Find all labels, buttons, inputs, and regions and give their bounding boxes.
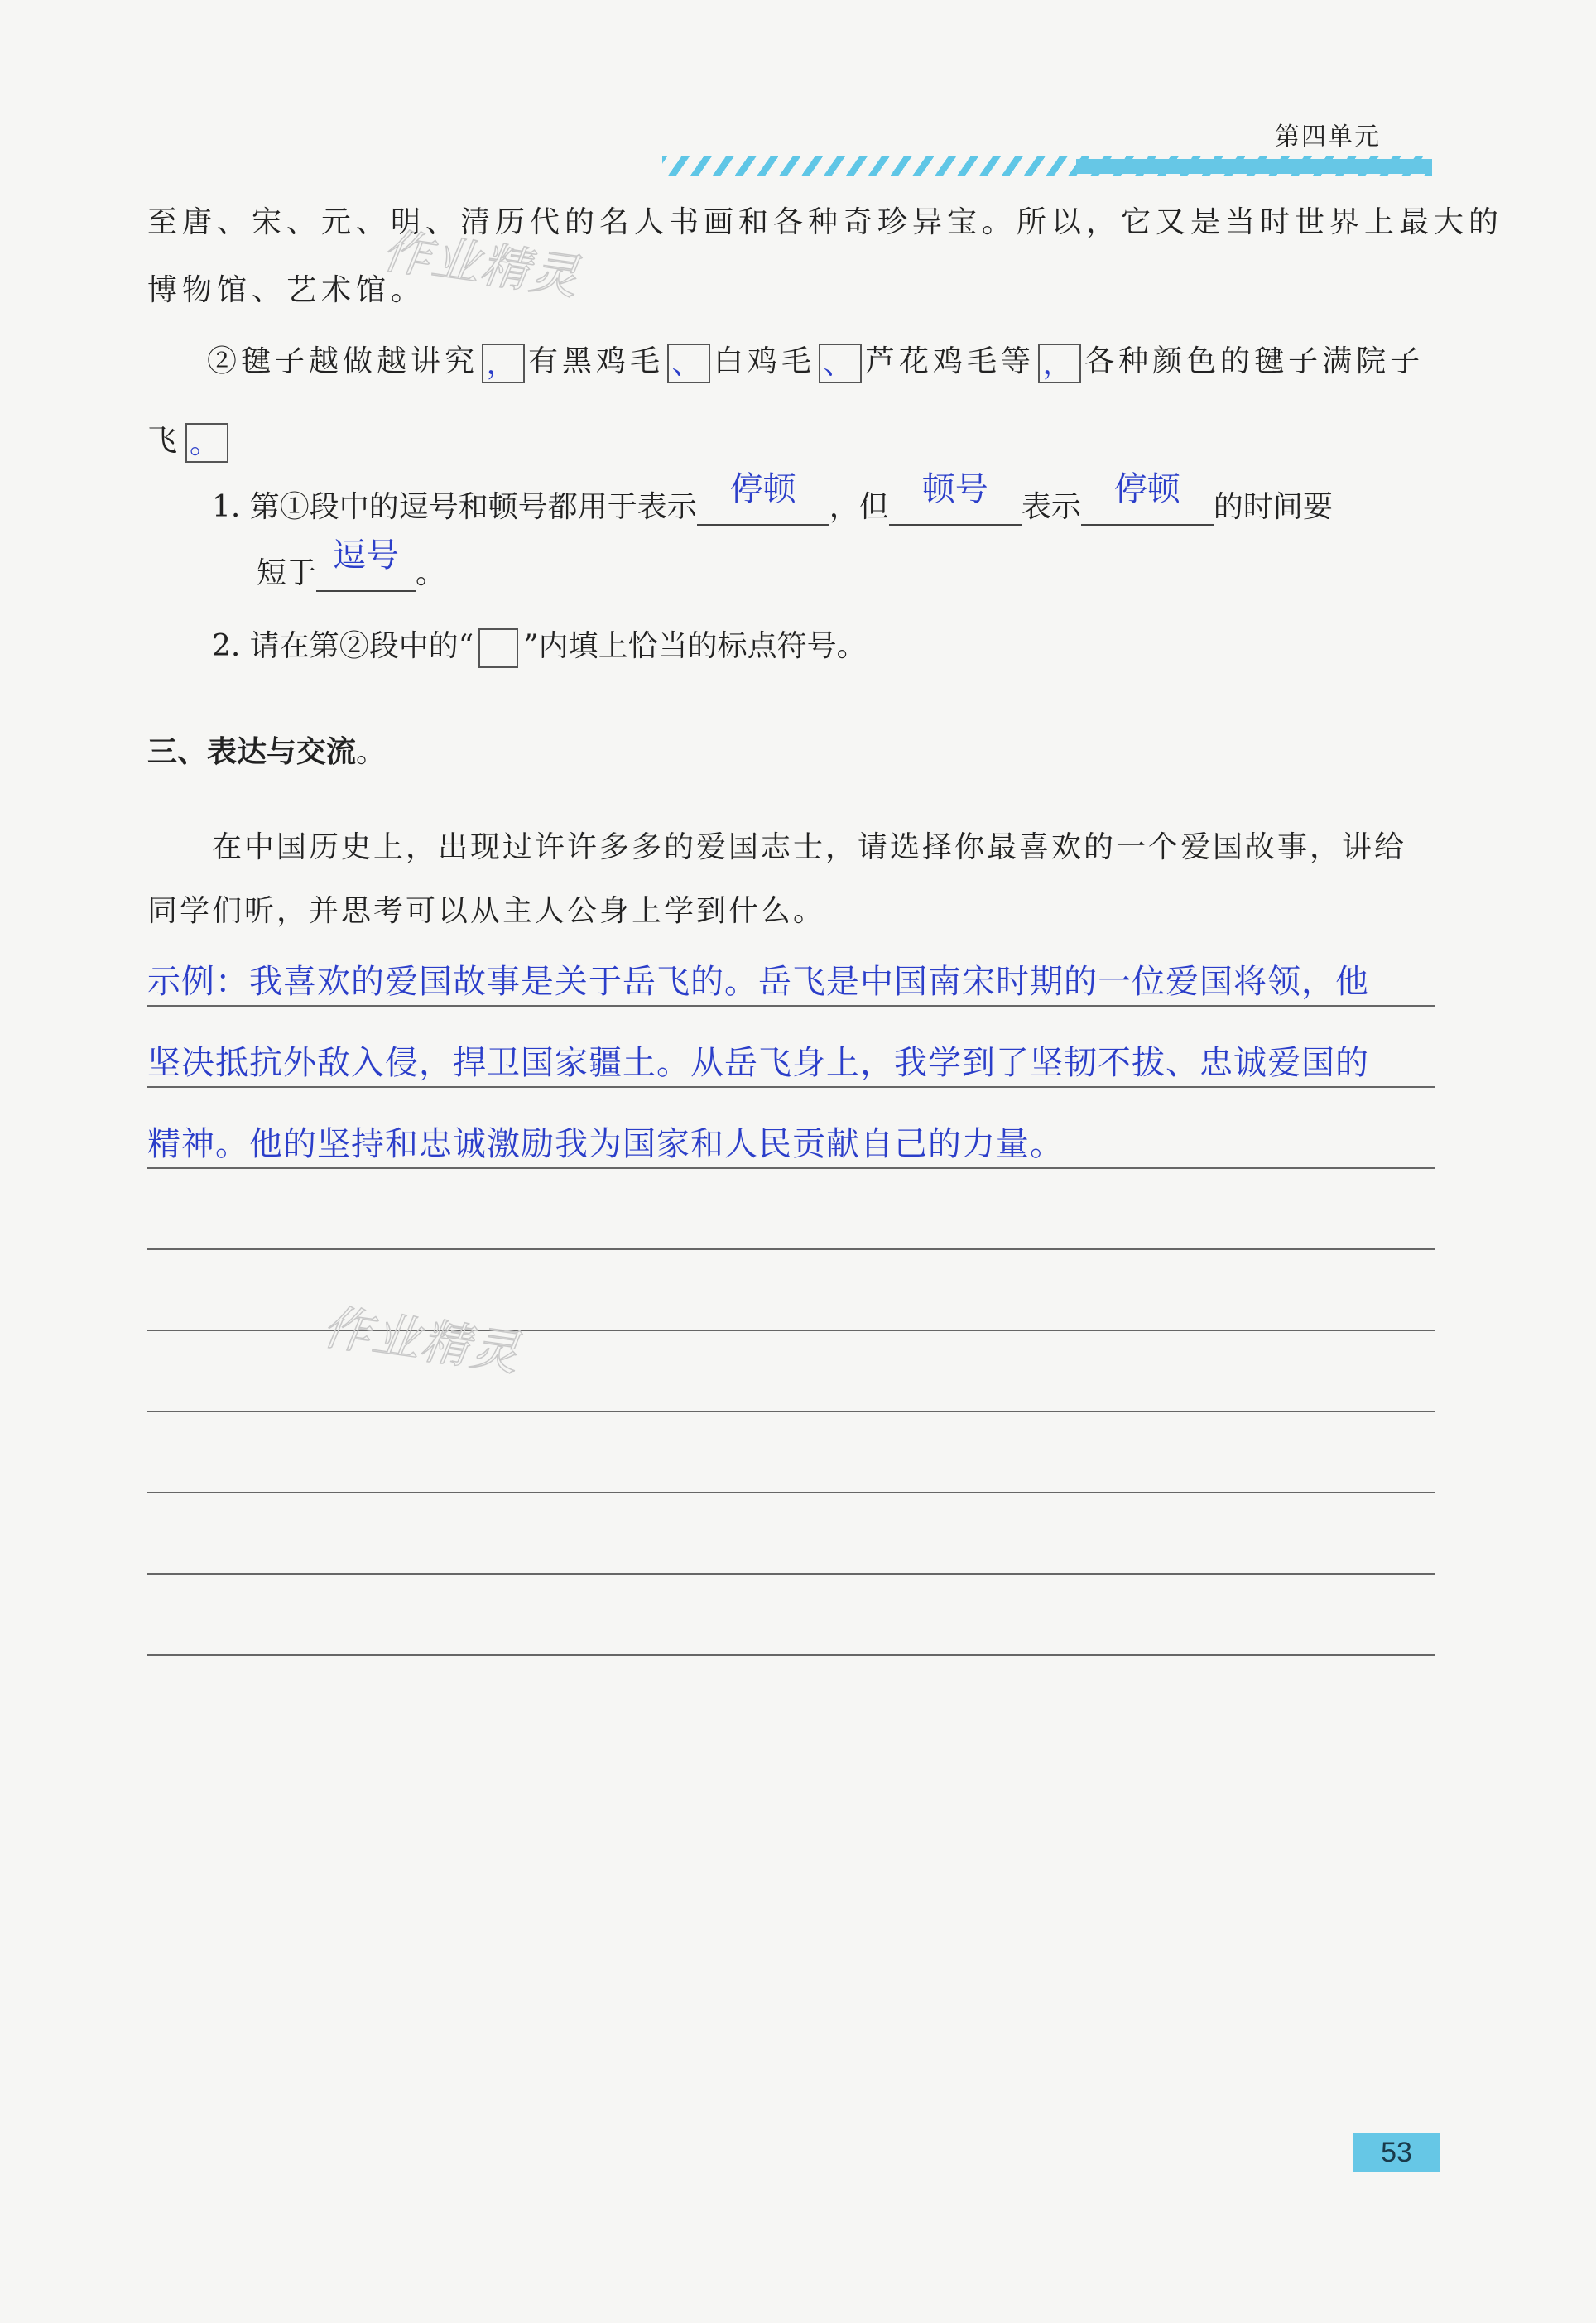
passage2-seg4: 芦花鸡毛等 <box>865 344 1036 378</box>
watermark: 作业精灵 <box>319 1298 524 1383</box>
blank-3[interactable]: 停顿 <box>1081 491 1214 526</box>
passage2-line2 <box>147 417 232 463</box>
passage2-seg2: 有黑鸡毛 <box>528 344 665 378</box>
blank-4[interactable]: 逗号 <box>316 557 416 592</box>
writing-rule <box>147 1005 1435 1007</box>
question1-text2: ，但 <box>829 490 889 524</box>
passage1-line1: 至唐、宋、元、明、清历代的名人书画和各种奇珍异宝。所以，它又是当时世界上最大的 <box>147 205 1504 239</box>
blank-2[interactable]: 顿号 <box>889 491 1022 526</box>
section-prompt-line2: 同学们听，并思考可以从主人公身上学到什么。 <box>147 894 826 928</box>
question2-text1: 2. 请在第②段中的“ <box>212 629 474 663</box>
writing-rule <box>147 1573 1435 1575</box>
question1-text4: 的时间要 <box>1213 490 1333 524</box>
passage2-seg5: 各种颜色的毽子满院子 <box>1084 344 1425 378</box>
passage2-seg6: 飞 <box>147 424 183 458</box>
answer-box-3[interactable]: 、 <box>819 344 862 383</box>
section-prompt-line1: 在中国历史上，出现过许许多多的爱国志士，请选择你最喜欢的一个爱国故事，讲给 <box>212 830 1407 864</box>
question1-text5: 短于 <box>257 556 317 590</box>
page-number: 53 <box>1353 2133 1440 2172</box>
question1-text1: 1. 第①段中的逗号和顿号都用于表示 <box>212 490 697 524</box>
section-title: 三、表达与交流。 <box>147 734 387 769</box>
answer-box-1[interactable]: ， <box>482 344 525 383</box>
question1-text6: 。 <box>416 556 446 590</box>
question1-text3: 表示 <box>1021 490 1081 524</box>
question1-line2 <box>257 537 446 592</box>
writing-rule <box>147 1086 1435 1088</box>
writing-rule <box>147 1167 1435 1169</box>
blank-1[interactable]: 停顿 <box>697 491 829 526</box>
question2-text2: ”内填上恰当的标点符号。 <box>523 629 867 663</box>
watermark: 作业精灵 <box>378 222 584 306</box>
passage2-seg3: 白鸡毛 <box>714 344 816 378</box>
header-bar-decoration <box>1076 159 1432 174</box>
writing-rule <box>147 1654 1435 1656</box>
writing-rule <box>147 1248 1435 1250</box>
passage2-line1 <box>207 338 1424 383</box>
answer-line-2: 坚决抵抗外敌入侵，捍卫国家疆土。从岳飞身上，我学到了坚韧不拔、忠诚爱国的 <box>147 1045 1369 1081</box>
passage2-seg1: ②毽子越做越讲究 <box>207 344 479 378</box>
answer-box-5[interactable]: 。 <box>185 423 228 463</box>
passage1-line2: 博物馆、艺术馆。 <box>147 273 426 307</box>
question2 <box>212 623 867 668</box>
answer-line-1: 示例：我喜欢的爱国故事是关于岳飞的。岳飞是中国南宋时期的一位爱国将领，他 <box>147 964 1369 1000</box>
writing-rule <box>147 1411 1435 1412</box>
question1-line1 <box>212 471 1333 526</box>
unit-title: 第四单元 <box>1275 123 1381 152</box>
answer-line-3: 精神。他的坚持和忠诚激励我为国家和人民贡献自己的力量。 <box>147 1126 1064 1162</box>
answer-box-2[interactable]: 、 <box>667 344 710 383</box>
writing-rule <box>147 1492 1435 1493</box>
answer-box-4[interactable]: ， <box>1038 344 1081 383</box>
example-box-icon <box>478 628 518 668</box>
